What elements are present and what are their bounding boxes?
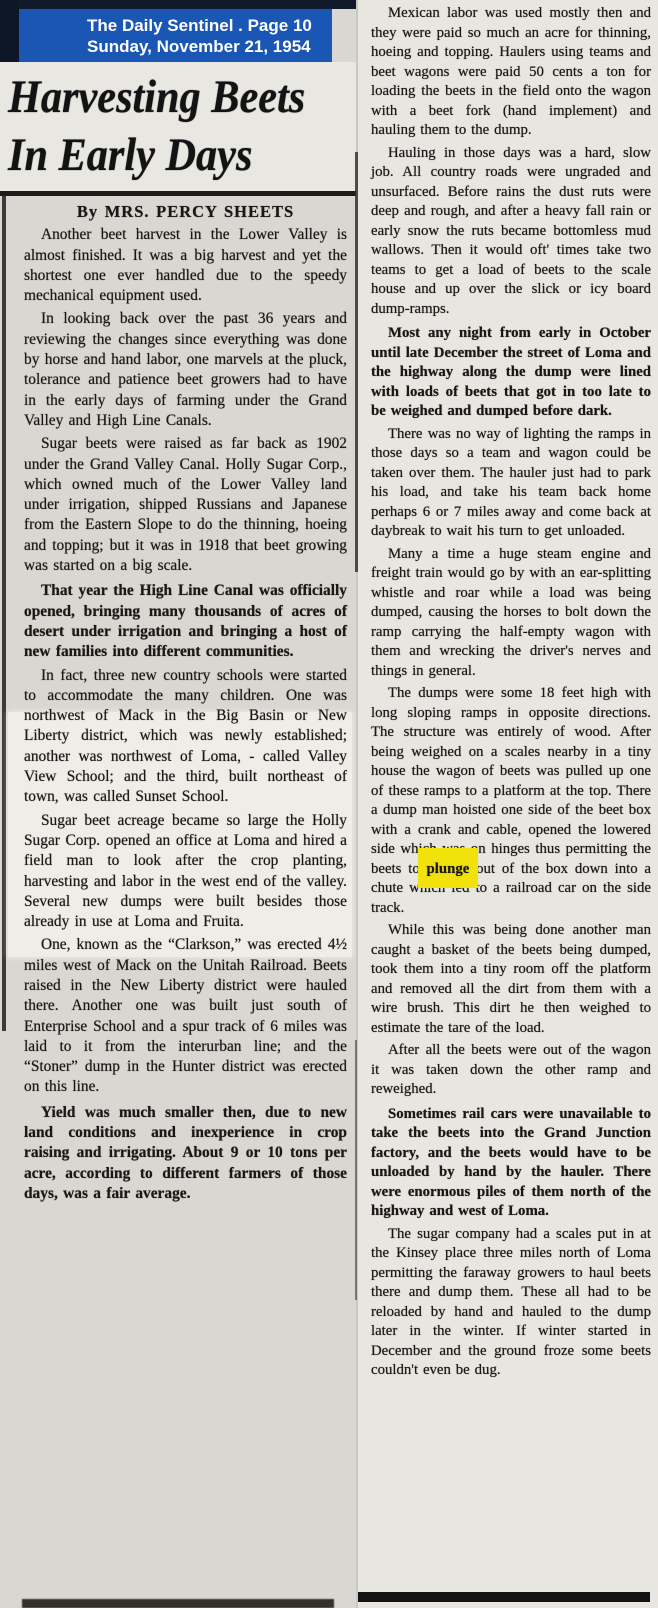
left-paragraphs [24,225,347,1204]
scan-bottom-cutoff-left [22,1599,334,1608]
paragraph-text: Yield was much smaller then, due to new land conditions and inexperience in crop raising and irrigating. About 9 or 10 tons per acre, according to different farmers of those days, was a fair average. [24,1103,347,1202]
article-paragraph [24,935,347,1097]
paragraph-text: In fact, three new country schools were started to accommodate the many children. One was northwest of Mack in the Big Basin or New Liberty district, which was newly established; another was northwest of Loma, - called Valley View School; and the third, built northeast of town, was called Sunset School. [24,666,347,806]
paragraph-text: Mexican labor was used mostly then and they were paid so much an acre for thinning, hoeing and topping. Haulers using teams and beet wagons were paid 50 cents a ton for loading the beets in the field onto the wagon with a beet fork (hand implement) and hauling them to the dump. [371,5,651,138]
column-separator-line [355,152,358,572]
highlighted-word: plunge [426,860,470,877]
paragraph-text: Hauling in those days was a hard, slow job. All country roads were ungraded and unsurfaced. Before rains the dust ruts were deep and rough, and after a heavy fall rain or early snow the ruts became bottomless mud wallows. Then it would oft' times take two teams to get a load of beets to the scale house and up over the slick or icy board dump-ramps. [371,144,651,317]
banner-date-line: Sunday, November 21, 1954 [87,36,311,56]
article-paragraph [371,4,651,141]
byline: By MRS. PERCY SHEETS [76,202,295,221]
article-paragraph [24,225,347,306]
article-headline [0,62,356,196]
paragraph-text: That year the High Line Canal was officially opened, bringing many thousands of acres of desert under irrigation and bringing a host of new families into different communities. [24,582,347,661]
article-paragraph [371,425,651,542]
paragraph-text: out of the box down into a chute which led to a railroad car on the side track. [371,860,651,916]
article-paragraph [24,309,347,431]
paragraph-text: After all the beets were out of the wagon it was taken down the other ramp and reweighed. [371,1042,651,1097]
banner-paper-page-line: The Daily Sentinel . Page 10 [87,15,312,35]
article-paragraph [24,1103,347,1204]
paragraph-text: In looking back over the past 36 years and reviewing the changes since everything was done by horse and hand labor, one marvels at the pluck, tolerance and patience beet growers had to have in the early days of farming under the Grand Valley and High Line Canals. [24,310,347,429]
article-paragraph [371,684,651,918]
masthead-banner [19,9,332,62]
article-paragraph [24,666,347,808]
paragraph-text: While this was being done another man caught a basket of the beets being dumped, took them into a tiny room off the platform and removed all the dirt from them with a wire brush. This dirt he then weighed to estimate the tare of the load. [371,922,651,1036]
article-paragraph [24,811,347,933]
article-paragraph [371,545,651,682]
paragraph-text: The dumps were some 18 feet high with long sloping ramps in opposite directions. The structure was entirely of wood. After being weighed on a scales nearby in a tiny house the wagon of beets was pulled up one of these ramps to a platform at the top. There a dump man hoisted one side of the beet box with a crank and cable, opened the lowered side which was on hinges thus permitting the beets to [371,685,651,877]
column-separator-line-lower [355,1040,357,1300]
paragraph-text: Sugar beet acreage became so large the Holly Sugar Corp. opened an office at Loma and hired a field man to look after the crop planting, harvesting and labor in the west end of the valley. Several new dumps were built besides those already in use at Loma and Fruita. [24,811,347,931]
scan-corner-block [0,0,19,68]
paragraph-text: Another beet harvest in the Lower Valley is almost finished. It was a big harvest and yet the shortest one ever handled due to the speedy mechanical equipment used. [24,226,347,305]
right-column-text [358,0,658,1590]
paragraph-text: There was no way of lighting the ramps in those days so a team and wagon could be taken over them. The hauler just had to park his load, and take his team back home perhaps 6 or 7 miles away and come back at daybreak to wait his turn to get unloaded. [371,425,651,539]
paragraph-text: One, known as the “Clarkson,” was erected 4½ miles west of Mack on the Unitah Railroad. Beets raised in the New Liberty district were hauled there. Another one was built just south of Enterprise School and a spur track of 6 miles was laid to it from the interurban line; and the “Stoner” dump in the Hunter district was erected on this line. [24,936,347,1096]
headline-line-1: Harvesting Beets [8,71,306,123]
paragraph-text: Many a time a huge steam engine and freight train would go by with an ear-splitting whistle and roar while a load was being dumped, causing the horses to bolt down the ramp carrying the half-empty wagon with them and wrecking the driver's nerves and things in general. [371,545,651,679]
headline-line-2: In Early Days [8,129,253,181]
article-paragraph [371,1041,651,1100]
article-paragraph [24,434,347,576]
paragraph-text: Sugar beets were raised as far back as 1902 under the Grand Valley Canal. Holly Sugar Corp., which owned much of the Lower Valley land under irrigation, shipped Russians and Japanese from the Eastern Slope to do the thinning, hoeing and topping; but it was in 1918 that beet growing was started on a big scale. [24,435,347,575]
article-paragraph [371,1105,651,1222]
article-paragraph [371,921,651,1038]
article-paragraph [24,581,347,662]
article-paragraph [371,144,651,320]
article-paragraph [371,324,651,422]
scan-top-strip [0,0,356,9]
paragraph-text: Most any night from early in October until late December the street of Loma and the highway along the dump were lined with loads of beets that got in too late to be weighed and dumped before dark. [371,325,651,419]
paragraph-text: The sugar company had a scales put in at the Kinsey place three miles north of Loma permitting the faraway growers to haul beets there and dump them. These all had to be reloaded by hand and hauled to the dump later in the winter. If winter started in December and the ground froze some beets couldn't even be dug. [371,1225,651,1378]
article-paragraph [371,1225,651,1381]
paragraph-text: Sometimes rail cars were unavailable to take the beets into the Grand Junction factory, and the beets would have to be unloaded by hand by the hauler. There were enormous piles of them north of the highway and west of Loma. [371,1105,651,1219]
left-column-text [0,200,356,1600]
right-paragraphs [371,4,651,1381]
scan-bottom-bar-right [358,1592,650,1602]
